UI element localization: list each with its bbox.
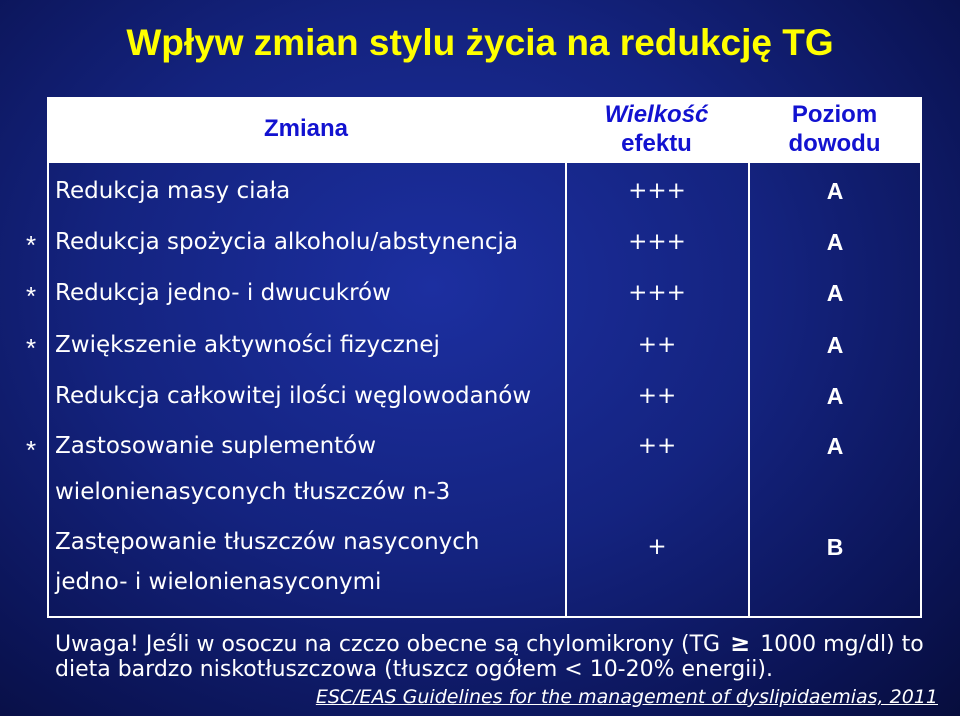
effect-cell: ++ bbox=[637, 433, 677, 459]
table-border-right bbox=[920, 97, 922, 618]
table-header-divider bbox=[47, 161, 922, 163]
change-cell: Zwiększenie aktywności fizycznej bbox=[55, 332, 440, 358]
evidence-cell: A bbox=[826, 383, 844, 409]
header-change: Zmiana bbox=[263, 115, 349, 142]
table-border-top bbox=[47, 97, 922, 99]
asterisk-marker: * bbox=[26, 435, 37, 465]
evidence-cell: A bbox=[826, 178, 844, 204]
header-effect-line2: efektu bbox=[621, 130, 692, 157]
evidence-cell: A bbox=[826, 332, 844, 358]
change-cell: Redukcja masy ciała bbox=[55, 178, 291, 204]
note-text-b: 1000 mg/dl) to bbox=[760, 632, 924, 657]
evidence-cell: A bbox=[826, 229, 844, 255]
effect-cell: +++ bbox=[628, 229, 686, 255]
change-cell: Redukcja spożycia alkoholu/abstynencja bbox=[55, 229, 518, 255]
header-evidence-line1: Poziom bbox=[791, 101, 878, 128]
greater-equal-symbol: ≥ bbox=[730, 629, 751, 657]
header-effect bbox=[565, 100, 748, 158]
slide-title: Wpływ zmian stylu życia na redukcję TG bbox=[126, 22, 834, 63]
change-cell-continued: wielonienasyconych tłuszczów n-3 bbox=[55, 479, 451, 505]
note-line-2: dieta bardzo niskotłuszczowa (tłuszcz ogółem < 10-20% energii). bbox=[55, 657, 773, 682]
table-column-divider-2 bbox=[748, 97, 750, 618]
effect-cell: +++ bbox=[628, 280, 686, 306]
header-evidence-line2: dowodu bbox=[788, 130, 881, 157]
asterisk-marker: * bbox=[26, 281, 37, 311]
change-cell: Redukcja całkowitej ilości węglowodanów bbox=[55, 383, 532, 409]
change-cell-continued: jedno- i wielonienasyconymi bbox=[55, 569, 382, 595]
asterisk-marker: * bbox=[26, 230, 37, 260]
note-line-1 bbox=[55, 629, 924, 657]
header-effect-line1: Wielkość bbox=[604, 101, 709, 128]
asterisk-marker: * bbox=[26, 333, 37, 363]
effect-cell: ++ bbox=[637, 332, 677, 358]
change-cell: Redukcja jedno- i dwucukrów bbox=[55, 280, 391, 306]
effect-cell: ++ bbox=[637, 383, 677, 409]
evidence-cell: A bbox=[826, 433, 844, 459]
source-citation: ESC/EAS Guidelines for the management of dyslipidaemias, 2011 bbox=[315, 686, 938, 708]
change-cell: Zastępowanie tłuszczów nasyconych bbox=[55, 529, 480, 555]
change-cell: Zastosowanie suplementów bbox=[55, 433, 377, 459]
table-border-bottom bbox=[47, 616, 922, 618]
effect-cell: + bbox=[647, 534, 667, 560]
header-evidence bbox=[748, 100, 921, 158]
note-text-a: Uwaga! Jeśli w osoczu na czczo obecne są chylomikrony (TG bbox=[55, 632, 721, 657]
evidence-cell: A bbox=[826, 280, 844, 306]
effect-cell: +++ bbox=[628, 178, 686, 204]
table-column-divider-1 bbox=[565, 97, 567, 618]
table-border-left bbox=[47, 97, 49, 618]
evidence-cell: B bbox=[826, 534, 844, 560]
